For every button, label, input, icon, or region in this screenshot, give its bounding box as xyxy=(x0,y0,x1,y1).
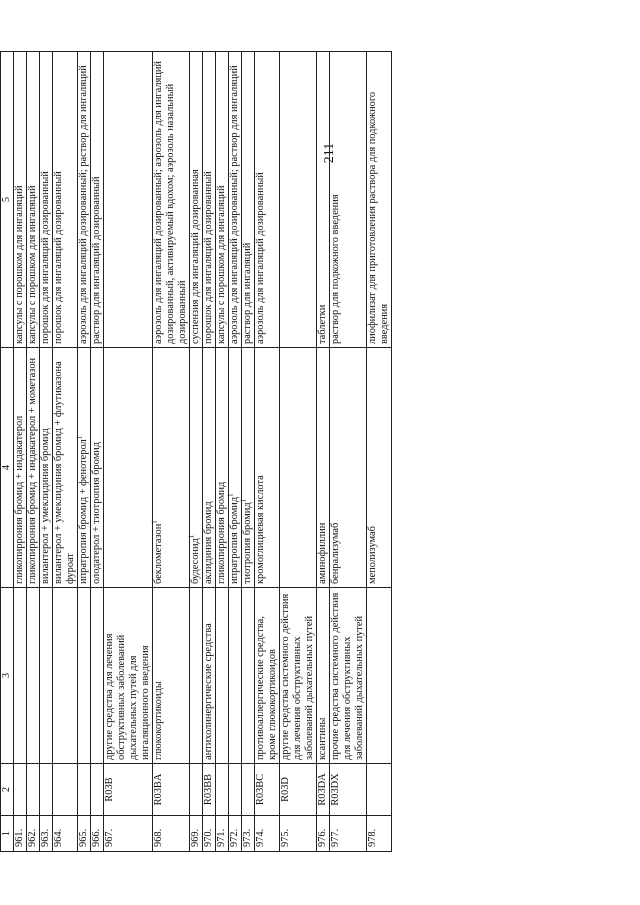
pharmacological-group-text: другие средства для лечения обструктивных заболеваний дыхательных путей для ингаляционного введения xyxy=(104,633,151,760)
row-number xyxy=(317,816,330,852)
substance-name xyxy=(255,348,280,588)
substance-name-text: меполизумаб xyxy=(367,526,378,584)
footnote-marker: 1 xyxy=(239,498,248,503)
row-number-text: 974. xyxy=(255,828,266,847)
dosage-form xyxy=(27,52,40,348)
substance-name-text: гликопиррония бромид xyxy=(216,481,227,584)
table-body xyxy=(14,52,392,852)
dosage-form-text: аэрозоль для ингаляций дозированный; аэрозоль для ингаляций дозированный, активируемый вдохом; аэрозоль назальный дозированный xyxy=(153,61,188,344)
dosage-form-text: порошок для ингаляций дозированный xyxy=(40,171,51,344)
pharmacological-group-text: другие средства системного действия для лечения обструктивных заболеваний дыхательных путей xyxy=(280,593,315,760)
atc-code xyxy=(91,764,104,816)
pharmacological-group xyxy=(317,588,330,764)
dosage-form xyxy=(91,52,104,348)
table-row xyxy=(242,52,255,852)
substance-name xyxy=(280,348,317,588)
row-number-text: 962. xyxy=(27,828,38,847)
drug-table xyxy=(0,51,392,852)
pharmacological-group xyxy=(27,588,40,764)
dosage-form xyxy=(255,52,280,348)
table-row xyxy=(190,52,203,852)
dosage-form xyxy=(367,52,392,348)
row-number-text: 964. xyxy=(53,828,64,847)
pharmacological-group xyxy=(153,588,190,764)
atc-code xyxy=(40,764,53,816)
pharmacological-group-text: антихолинергические средства xyxy=(203,623,214,760)
row-number xyxy=(203,816,216,852)
footnote-marker: 1 xyxy=(187,534,196,539)
dosage-form xyxy=(40,52,53,348)
header-col-2: 2 xyxy=(1,764,14,816)
substance-name-text: аминофиллин xyxy=(317,522,328,584)
dosage-form xyxy=(317,52,330,348)
substance-name xyxy=(330,348,367,588)
pharmacological-group xyxy=(216,588,229,764)
substance-name-text: тиотропия бромид xyxy=(242,502,253,584)
header-row xyxy=(1,52,14,852)
table-row xyxy=(255,52,280,852)
row-number-text: 967. xyxy=(104,828,115,847)
substance-name xyxy=(91,348,104,588)
atc-code xyxy=(104,764,153,816)
dosage-form-text: таблетки xyxy=(317,304,328,344)
dosage-form-text: раствор для ингаляций дозированный xyxy=(91,176,102,344)
substance-name xyxy=(226,348,242,588)
dosage-form-text: капсулы с порошком для ингаляций xyxy=(216,185,227,344)
dosage-form xyxy=(280,52,317,348)
footnote-marker: 1 xyxy=(226,493,235,497)
dosage-form-text: порошок для ингаляций дозированный xyxy=(53,171,64,344)
substance-name xyxy=(203,348,216,588)
footnote-marker: 1 xyxy=(150,520,159,524)
substance-name xyxy=(104,348,153,588)
substance-name-text: вилантерол + умеклидиния бромид + флутиказона фуроат xyxy=(53,361,76,584)
dosage-form xyxy=(190,52,203,348)
substance-name xyxy=(317,348,330,588)
row-number xyxy=(280,816,317,852)
table-row xyxy=(330,52,367,852)
pharmacological-group xyxy=(78,588,91,764)
dosage-form xyxy=(53,52,78,348)
atc-code xyxy=(190,764,203,816)
dosage-form-text: аэрозоль для ингаляций дозированный; раствор для ингаляций xyxy=(78,65,89,344)
atc-code-text: R03B xyxy=(104,777,115,802)
substance-name xyxy=(239,348,255,588)
table-row xyxy=(216,52,229,852)
table-row xyxy=(203,52,216,852)
row-number xyxy=(104,816,153,852)
substance-name-text: аклидиния бромид xyxy=(203,501,214,584)
atc-code-text: R03D xyxy=(280,777,291,802)
footnote-marker: 1 xyxy=(75,435,84,440)
table-row xyxy=(280,52,317,852)
substance-name-text: вилантерол + умеклидиния бромид xyxy=(40,428,51,584)
table-row xyxy=(153,52,190,852)
dosage-form xyxy=(229,52,242,348)
atc-code-text: R03BA xyxy=(153,773,164,806)
row-number xyxy=(153,816,190,852)
table-row xyxy=(104,52,153,852)
row-number-text: 977. xyxy=(330,828,341,847)
drug-table-container xyxy=(0,52,544,852)
dosage-form-text: раствор для подкожного введения xyxy=(330,194,341,344)
atc-code xyxy=(242,764,255,816)
row-number-text: 976. xyxy=(317,828,328,847)
pharmacological-group-text: прочие средства системного действия для лечения обструктивных заболеваний дыхательных путей xyxy=(330,592,365,760)
substance-name xyxy=(150,348,190,588)
atc-code-text: R03DA xyxy=(317,773,328,806)
substance-name-text: гликопиррония бромид + индакатерол + мометазон xyxy=(27,357,38,584)
dosage-form xyxy=(203,52,216,348)
table-row xyxy=(78,52,91,852)
substance-name-text: гликопиррония бромид + индакатерол xyxy=(14,415,25,584)
header-col-4: 4 xyxy=(1,348,14,588)
atc-code xyxy=(216,764,229,816)
row-number-text: 966. xyxy=(91,828,102,847)
row-number xyxy=(27,816,40,852)
atc-code xyxy=(14,764,27,816)
row-number xyxy=(53,816,78,852)
substance-name-text: кромоглициевая кислота xyxy=(255,475,266,584)
pharmacological-group xyxy=(104,588,153,764)
row-number xyxy=(242,816,255,852)
atc-code xyxy=(255,764,280,816)
row-number-text: 975. xyxy=(280,828,291,847)
row-number-text: 963. xyxy=(40,828,51,847)
row-number xyxy=(91,816,104,852)
pharmacological-group xyxy=(53,588,78,764)
dosage-form-text: суспензия для ингаляций дозированная xyxy=(190,169,201,344)
row-number xyxy=(78,816,91,852)
row-number xyxy=(190,816,203,852)
atc-code xyxy=(367,764,392,816)
pharmacological-group-text: глюкокортикоиды xyxy=(153,681,164,760)
table-row xyxy=(27,52,40,852)
dosage-form xyxy=(242,52,255,348)
table-row xyxy=(91,52,104,852)
row-number-text: 972. xyxy=(229,828,240,847)
pharmacological-group xyxy=(367,588,392,764)
header-col-3: 3 xyxy=(1,588,14,764)
substance-name-text: бенрализумаб xyxy=(330,522,341,584)
dosage-form xyxy=(78,52,91,348)
row-number-text: 961. xyxy=(14,828,25,847)
atc-code-text: R03BB xyxy=(203,773,214,806)
table-row xyxy=(317,52,330,852)
atc-code-text: R03BC xyxy=(255,773,266,806)
pharmacological-group xyxy=(330,588,367,764)
atc-code xyxy=(203,764,216,816)
atc-code xyxy=(27,764,40,816)
dosage-form-text: лиофилизат для приготовления раствора для подкожного введения xyxy=(367,91,390,344)
substance-name xyxy=(216,348,229,588)
substance-name xyxy=(53,348,78,588)
row-number xyxy=(216,816,229,852)
row-number xyxy=(367,816,392,852)
table-row xyxy=(40,52,53,852)
dosage-form-text: раствор для ингаляций xyxy=(242,242,253,344)
header-col-1: 1 xyxy=(1,816,14,852)
pharmacological-group xyxy=(229,588,242,764)
row-number-text: 971. xyxy=(216,828,227,847)
substance-name xyxy=(27,348,40,588)
substance-name-text: беклометазон xyxy=(153,523,164,584)
table-row xyxy=(14,52,27,852)
dosage-form-text: аэрозоль для ингаляций дозированный; раствор для ингаляций xyxy=(229,65,240,344)
dosage-form-text: капсулы с порошком для ингаляций xyxy=(14,185,25,344)
substance-name-text: ипратропия бромид + фенотерол xyxy=(78,439,89,584)
header-col-5: 5 xyxy=(1,52,14,348)
dosage-form-text: капсулы с порошком для ингаляций xyxy=(27,185,38,344)
pharmacological-group xyxy=(40,588,53,764)
page-number: 211 xyxy=(322,142,337,164)
atc-code xyxy=(229,764,242,816)
dosage-form xyxy=(153,52,190,348)
row-number-text: 965. xyxy=(78,828,89,847)
dosage-form xyxy=(14,52,27,348)
pharmacological-group xyxy=(14,588,27,764)
row-number-text: 969. xyxy=(190,828,201,847)
atc-code-text: R03DX xyxy=(330,773,341,806)
pharmacological-group-text: ксантины xyxy=(317,717,328,760)
row-number-text: 978. xyxy=(367,828,378,847)
pharmacological-group xyxy=(190,588,203,764)
table-row xyxy=(53,52,78,852)
row-number-text: 968. xyxy=(153,828,164,847)
dosage-form-text: порошок для ингаляций дозированный xyxy=(203,171,214,344)
atc-code xyxy=(153,764,190,816)
pharmacological-group xyxy=(91,588,104,764)
row-number xyxy=(14,816,27,852)
substance-name-text: будесонид xyxy=(190,538,201,584)
dosage-form xyxy=(216,52,229,348)
substance-name xyxy=(367,348,392,588)
atc-code xyxy=(78,764,91,816)
table-row xyxy=(229,52,242,852)
pharmacological-group xyxy=(255,588,280,764)
row-number xyxy=(330,816,367,852)
row-number xyxy=(40,816,53,852)
substance-name-text: олодатерол + тиотропия бромид xyxy=(91,441,102,584)
dosage-form xyxy=(104,52,153,348)
pharmacological-group xyxy=(242,588,255,764)
substance-name xyxy=(40,348,53,588)
substance-name xyxy=(14,348,27,588)
atc-code xyxy=(53,764,78,816)
dosage-form xyxy=(330,52,367,348)
substance-name-text: ипратропия бромид xyxy=(229,496,240,584)
substance-name xyxy=(187,348,203,588)
atc-code xyxy=(330,764,367,816)
pharmacological-group-text: противоаллергические средства, кроме глюкокортикоидов xyxy=(255,616,278,760)
substance-name xyxy=(75,348,91,588)
atc-code xyxy=(317,764,330,816)
dosage-form-text: аэрозоль для ингаляций дозированный xyxy=(255,172,266,344)
table-row xyxy=(367,52,392,852)
row-number-text: 970. xyxy=(203,828,214,847)
row-number xyxy=(255,816,280,852)
pharmacological-group xyxy=(203,588,216,764)
row-number-text: 973. xyxy=(242,828,253,847)
row-number xyxy=(229,816,242,852)
pharmacological-group xyxy=(280,588,317,764)
atc-code xyxy=(280,764,317,816)
